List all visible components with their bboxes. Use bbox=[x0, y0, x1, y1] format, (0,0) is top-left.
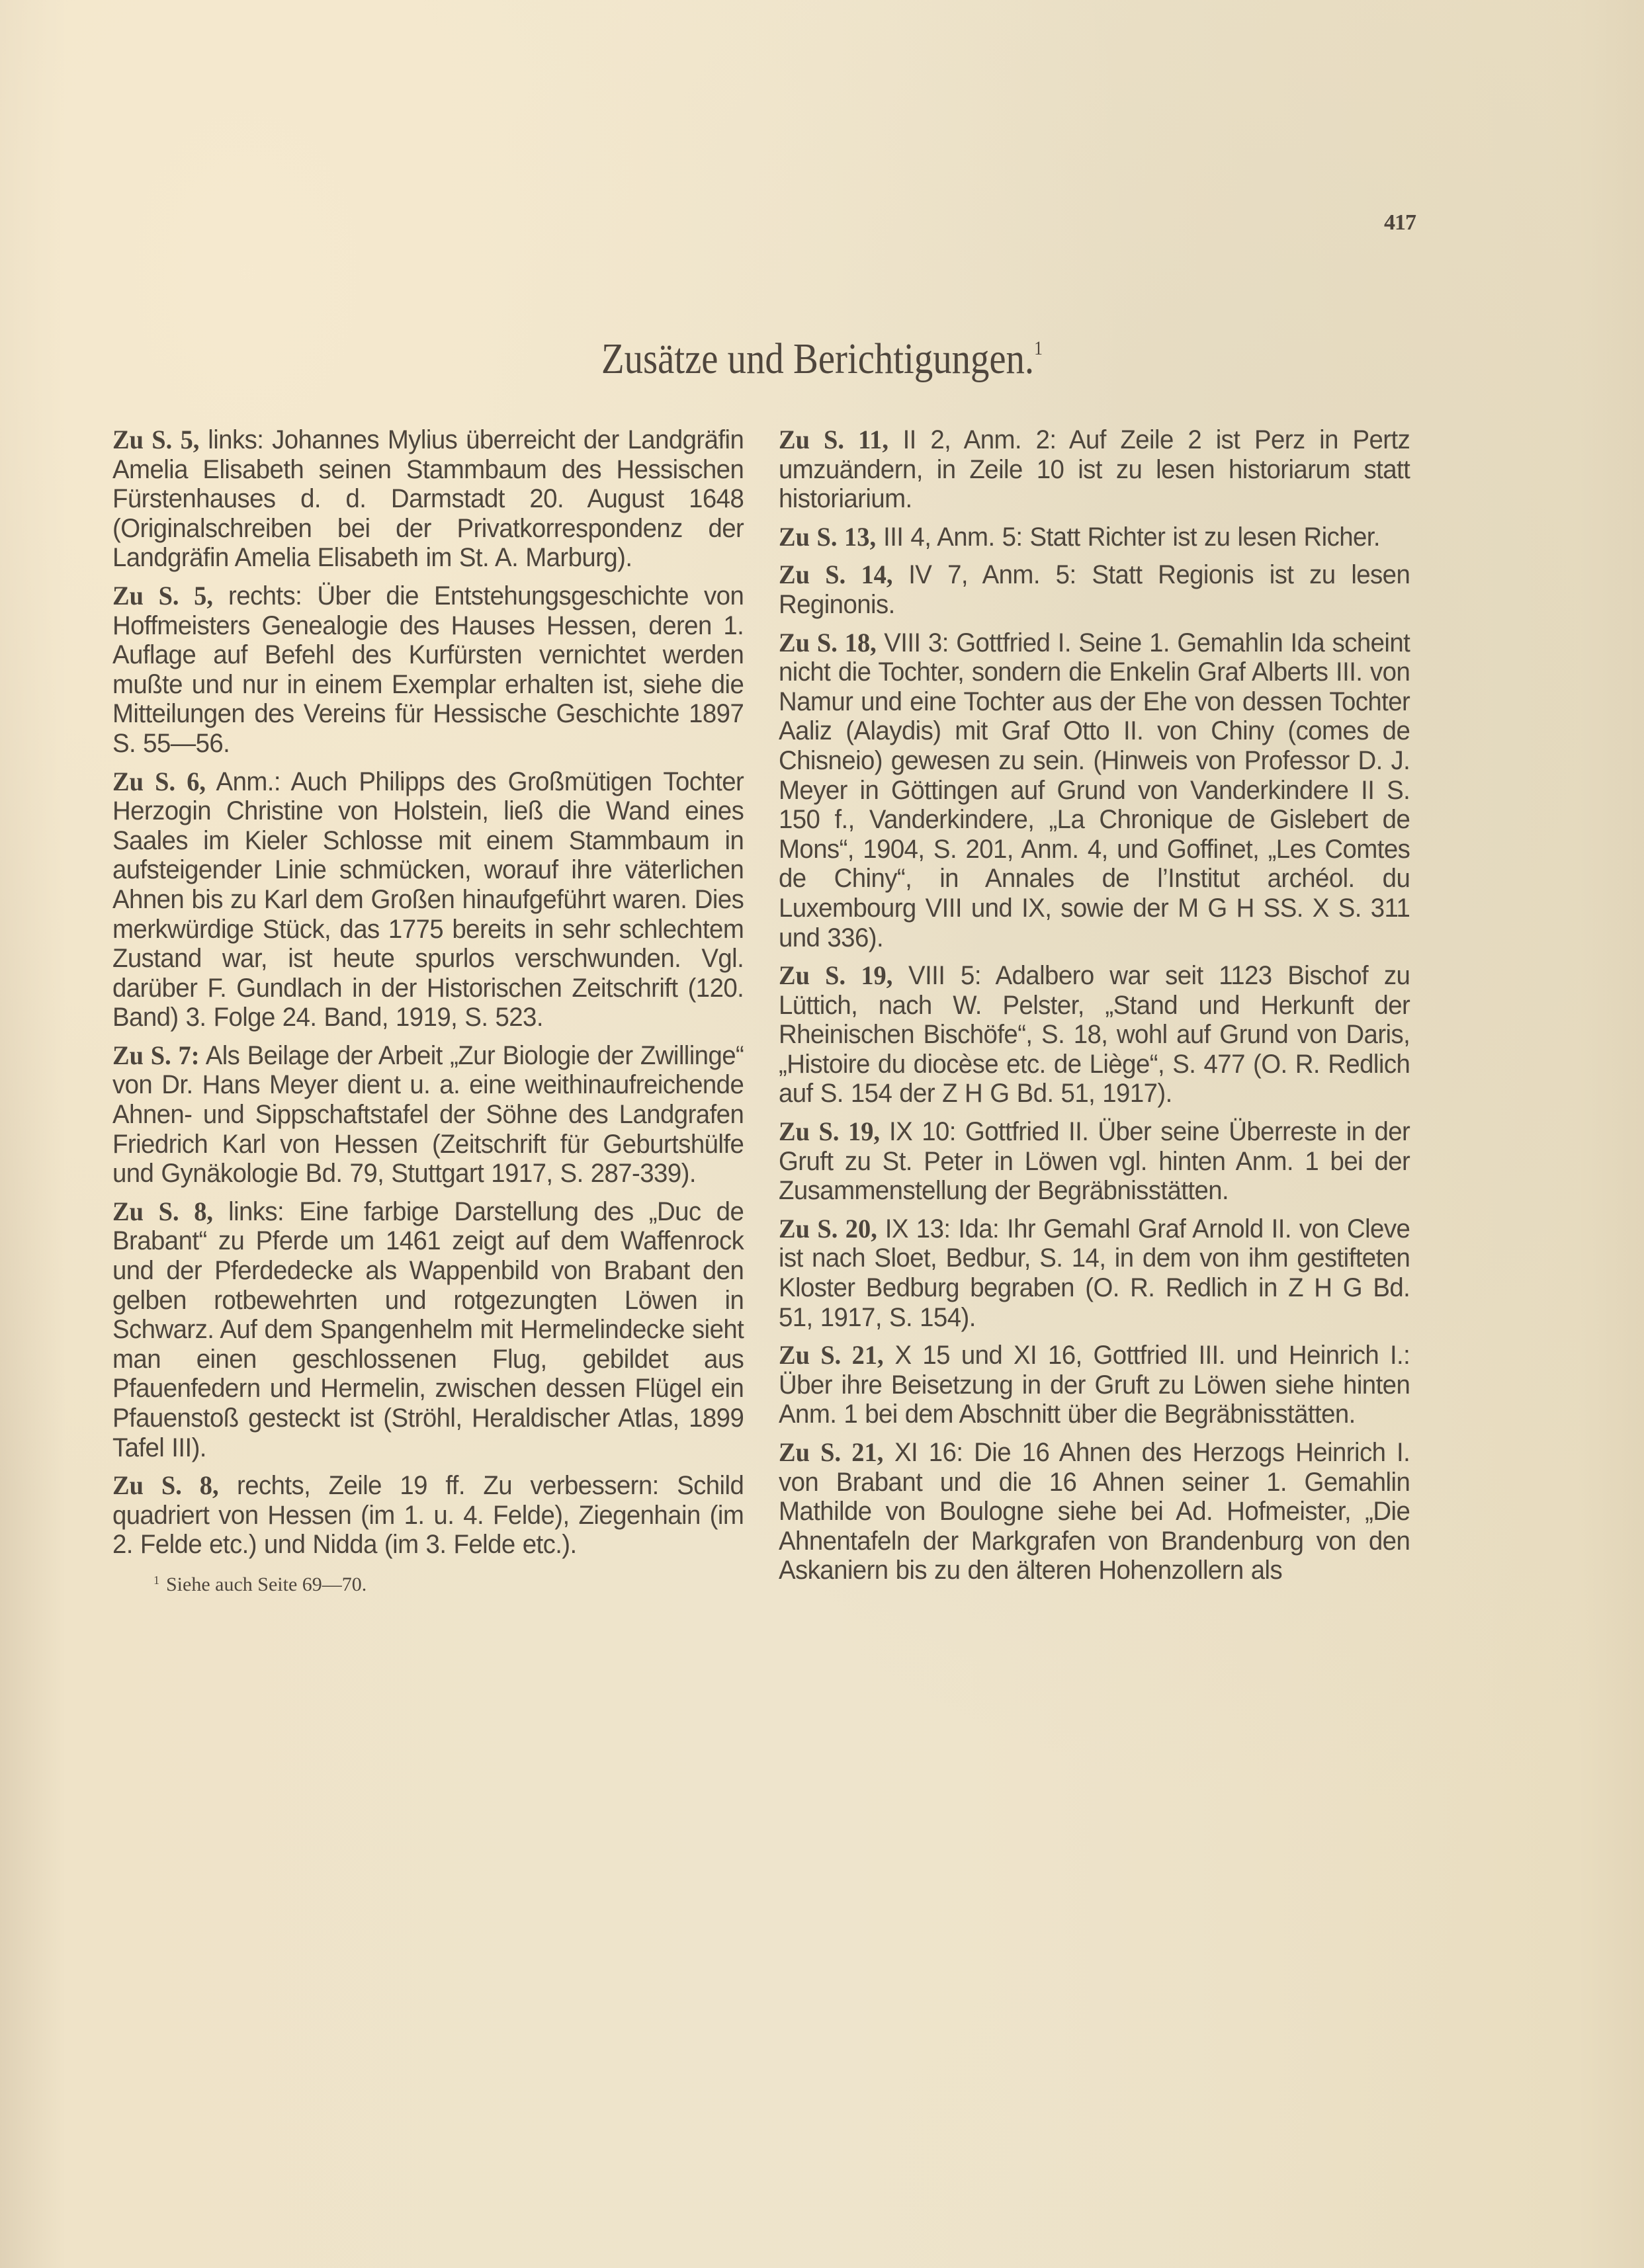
entry-reference: Zu S. 5, bbox=[112, 425, 200, 454]
correction-entry bbox=[779, 1438, 1410, 1585]
footnote-text: Siehe auch Seite 69—70. bbox=[166, 1573, 367, 1595]
entry-reference: Zu S. 8, bbox=[112, 1470, 219, 1501]
correction-entry bbox=[779, 1341, 1410, 1429]
correction-entry bbox=[779, 1117, 1410, 1206]
correction-entry bbox=[779, 425, 1410, 514]
footnote bbox=[112, 1568, 744, 1597]
entry-reference: Zu S. 21, bbox=[779, 1437, 884, 1467]
entry-reference: Zu S. 13, bbox=[779, 521, 877, 552]
entry-text: IX 13: Ida: Ihr Gemahl Graf Arnold II. von Cleve ist nach Sloet, Bedbur, S. 14, in dem von ihm gestifteten Kloster Bedburg begraben (O. R. Redlich in Z H G Bd. 51, 1917, S. 154). bbox=[779, 1214, 1410, 1332]
correction-entry bbox=[779, 523, 1410, 552]
entry-reference: Zu S. 6, bbox=[112, 766, 206, 796]
entry-text: rechts, Zeile 19 ff. Zu verbessern: Schild quadriert von Hessen (im 1. u. 4. Felde), Ziegenhain (im 2. Felde etc.) und Nidda (im 3. Felde etc.). bbox=[112, 1471, 744, 1560]
entry-reference: Zu S. 18, bbox=[779, 627, 877, 657]
entry-text: rechts: Über die Entstehungsgeschichte von Hoffmeisters Genealogie des Hauses Hessen, deren 1. Auflage auf Befehl des Kurfürsten vernichtet werden mußte und nur in einem Exemplar erhalten ist, siehe die Mitteilungen des Vereins für Hessische Geschichte 1897 S. 55—56. bbox=[112, 581, 744, 758]
left-column bbox=[112, 425, 744, 1597]
right-column bbox=[779, 425, 1410, 1594]
entry-text: links: Eine farbige Darstellung des „Duc de Brabant“ zu Pferde um 1461 zeigt auf dem Waffenrock und der Pferdedecke als Wappenbild von Brabant den gelben rotbewehrten und rotgezungten Löwen in Schwarz. Auf dem Spangenhelm mit Hermelindecke sieht man einen geschlossenen Flug, gebildet aus Pfauenfedern und Hermelin, zwischen dessen Flügel ein Pfauenstoß gesteckt ist (Ströhl, Heraldischer Atlas, 1899 Tafel III). bbox=[112, 1197, 744, 1462]
entry-text: XI 16: Die 16 Ahnen des Herzogs Heinrich I. von Brabant und die 16 Ahnen seiner 1. Gemahlin Mathilde von Boulogne siehe bei Ad. Hofmeister, „Die Ahnentafeln der Markgrafen von Brandenburg von den Askaniern bis zu den älteren Hohenzollern als bbox=[779, 1438, 1410, 1585]
entry-text: links: Johannes Mylius überreicht der Landgräfin Amelia Elisabeth seinen Stammbaum des Hessischen Fürstenhauses d. d. Darmstadt 20. August 1648 (Originalschreiben bei der Privatkorrespondenz der Landgräfin Amelia Elisabeth im St. A. Marburg). bbox=[112, 425, 744, 573]
page-title bbox=[115, 334, 1529, 384]
page-title-text: Zusätze und Berichtigungen. bbox=[601, 335, 1035, 383]
entry-reference: Zu S. 21, bbox=[779, 1340, 884, 1370]
title-footnote-marker: 1 bbox=[1034, 337, 1043, 359]
entry-text: Anm.: Auch Philipps des Großmütigen Tochter Herzogin Christine von Holstein, ließ die Wand eines Saales im Kieler Schlosse mit einem Stammbaum in aufsteigender Linie schmücken, worauf ihre väterlichen Ahnen bis zu Karl dem Großen hinaufgeführt waren. Dies merkwürdige Stück, das 1775 bereits in sehr schlechtem Zustand war, ist heute spurlos verschwunden. Vgl. darüber F. Gundlach in der Historischen Zeitschrift (120. Band) 3. Folge 24. Band, 1919, S. 523. bbox=[112, 767, 744, 1032]
entry-text: X 15 und XI 16, Gottfried III. und Heinrich I.: Über ihre Beisetzung in der Gruft zu Löwen siehe hinten Anm. 1 bei dem Abschnitt über die Begräbnisstätten. bbox=[779, 1341, 1410, 1429]
correction-entry bbox=[112, 1471, 744, 1560]
entry-text: IX 10: Gottfried II. Über seine Überreste in der Gruft zu St. Peter in Löwen vgl. hinten Anm. 1 bei der Zusammenstellung der Begräbnisstätten. bbox=[779, 1117, 1410, 1206]
entry-reference: Zu S. 7: bbox=[112, 1040, 200, 1070]
entry-text: Als Beilage der Arbeit „Zur Biologie der Zwillinge“ von Dr. Hans Meyer dient u. a. eine weithinaufreichende Ahnen- und Sippschaftstafel der Söhne des Landgrafen Friedrich Karl von Hessen (Zeitschrift für Geburtshülfe und Gynäkologie Bd. 79, Stuttgart 1917, S. 287-339). bbox=[112, 1040, 744, 1189]
entry-text: III 4, Anm. 5: Statt Richter ist zu lesen Richer. bbox=[876, 522, 1380, 552]
correction-entry bbox=[112, 1197, 744, 1462]
entry-reference: Zu S. 8, bbox=[112, 1196, 213, 1226]
correction-entry bbox=[779, 628, 1410, 953]
page-number: 417 bbox=[1384, 210, 1416, 235]
correction-entry bbox=[779, 560, 1410, 619]
entry-reference: Zu S. 11, bbox=[779, 425, 888, 454]
entry-reference: Zu S. 14, bbox=[779, 560, 893, 590]
entry-reference: Zu S. 19, bbox=[779, 960, 893, 991]
correction-entry bbox=[112, 425, 744, 573]
correction-entry bbox=[112, 767, 744, 1032]
entry-text: VIII 3: Gottfried I. Seine 1. Gemahlin Ida scheint nicht die Tochter, sondern die Enkelin Graf Alberts III. von Namur und eine Tochter aus der Ehe von dessen Tochter Aaliz (Alaydis) mit Graf Otto II. von Chiny (comes de Chisneio) gewesen zu sein. (Hinweis von Professor D. J. Meyer in Göttingen auf Grund von Vanderkindere II S. 150 f., Vanderkindere, „La Chronique de Gislebert de Mons“, 1904, S. 201, Anm. 4, und Goffinet, „Les Comtes de Chiny“, in Annales de l’Institut archéol. du Luxembourg VIII und IX, sowie der M G H SS. X S. 311 und 336). bbox=[779, 628, 1410, 952]
entry-text: VIII 5: Adalbero war seit 1123 Bischof zu Lüttich, nach W. Pelster, „Stand und Herkunft der Rheinischen Bischöfe“, S. 18, wohl auf Grund von Daris, „Histoire du diocèse etc. de Liège“, S. 477 (O. R. Redlich auf S. 154 der Z H G Bd. 51, 1917). bbox=[779, 961, 1410, 1109]
footnote-marker: 1 bbox=[153, 1573, 159, 1587]
correction-entry bbox=[779, 1214, 1410, 1332]
correction-entry bbox=[112, 581, 744, 759]
correction-entry bbox=[779, 961, 1410, 1109]
correction-entry bbox=[112, 1041, 744, 1189]
entry-text: IV 7, Anm. 5: Statt Regionis ist zu lesen Reginonis. bbox=[779, 560, 1410, 619]
entry-text: II 2, Anm. 2: Auf Zeile 2 ist Perz in Pertz umzuändern, in Zeile 10 ist zu lesen historiarum statt historiarium. bbox=[779, 425, 1410, 514]
entry-reference: Zu S. 5, bbox=[112, 580, 213, 610]
entry-reference: Zu S. 19, bbox=[779, 1116, 881, 1147]
entry-reference: Zu S. 20, bbox=[779, 1213, 877, 1243]
